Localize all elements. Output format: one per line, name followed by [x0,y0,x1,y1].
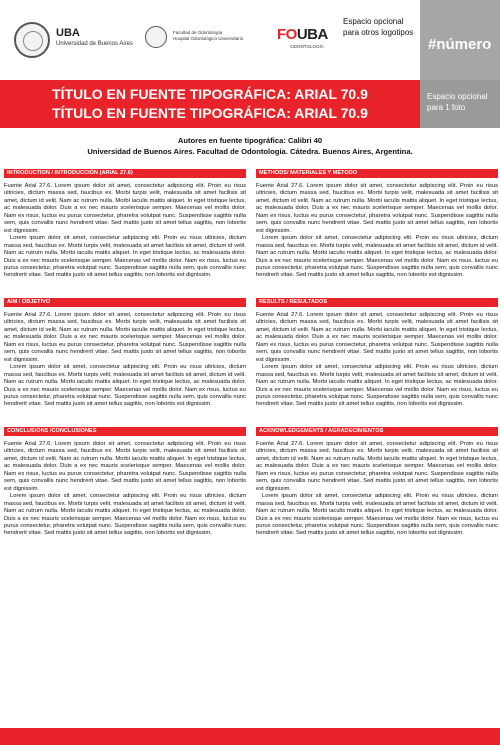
fo-hospital-logo [145,26,260,56]
paragraph: Fuente Arial 27.6. Lorem ipsum dolor sit amet, consectetur adipiscing elit. Proin eu risus ultricies, dictum massa sed, faucibus ex. Morbi turpis velit, malesuada sit amet facilisis sit amet, dictum id velit. Nam ac rutrum nulla. Morbi iaculis mattis aliquet. In eget tristique lectus, ac malesuada dolor. Duis a ex nec mauris scelerisque semper. Maecenas vel mollis dolor. Nam ex risus, luctus eu purus consectetur, pharetra volutpat nunc. Suspendisse sagittis nulla sem, quis convallis nunc hendrerit vitae. Sed mattis justo sit amet tellus sagittis, non lobortis est dignissim. [256,312,498,363]
section-introduction [4,169,246,280]
poster-number: #número [428,36,492,53]
section-heading: RESULTS / RESULTADOS [256,298,498,307]
section-heading: AIM / OBJETIVO [4,298,246,307]
paragraph: Fuente Arial 27.6. Lorem ipsum dolor sit amet, consectetur adipiscing elit. Proin eu risus ultricies, dictum massa sed, faucibus ex. Morbi turpis velit, malesuada sit amet facilisis sit amet, dictum id velit. Nam ac rutrum nulla. Morbi iaculis mattis aliquet. In eget tristique lectus, ac malesuada dolor. Duis a ex nec mauris scelerisque semper. Maecenas vel mollis dolor. Nam ex risus, luctus eu purus consectetur, pharetra volutpat nunc. Suspendisse sagittis nulla sem, quis convallis nunc hendrerit vitae. Sed mattis justo sit amet tellus sagittis, non lobortis est dignissim. [4,183,246,234]
section-body [4,436,246,538]
paragraph: Fuente Arial 27.6. Lorem ipsum dolor sit amet, consectetur adipiscing elit. Proin eu risus ultricies, dictum massa sed, faucibus ex. Morbi turpis velit, malesuada sit amet facilisis sit amet, dictum id velit. Nam ac rutrum nulla. Morbi iaculis mattis aliquet. In eget tristique lectus, ac malesuada dolor. Duis a ex nec mauris scelerisque semper. Maecenas vel mollis dolor. Nam ex risus, luctus eu purus consectetur, pharetra volutpat nunc. Suspendisse sagittis nulla sem, quis convallis nunc hendrerit vitae. Sed mattis justo sit amet tellus sagittis, non lobortis est dignissim. [4,312,246,363]
optional-logos-placeholder: Espacio opcional para otros logotipos [343,17,414,37]
section-conclusions [4,427,246,538]
optional-photo-label: Espacio opcional para 1 foto [427,92,488,112]
title-band [0,80,420,128]
poster-title-line1: TÍTULO EN FUENTE TIPOGRÁFICA: ARIAL 70.9 [52,86,368,102]
uba-seal-icon [14,22,50,58]
affiliation-line: Universidad de Buenos Aires. Facultad de Odontología. Cátedra. Buenos Aires, Argentina. [87,147,413,156]
fouba-logo-fo: FO [277,26,297,43]
paragraph: Lorem ipsum dolor sit amet, consectetur adipiscing elit. Proin eu risus ultricies, dictum massa sed, faucibus ex. Morbi turpis velit, malesuada sit amet facilisis sit amet, dictum id velit. Nam ac rutrum nulla. Morbi iaculis mattis aliquet. In eget tristique lectus, ac malesuada dolor. Duis a ex nec mauris scelerisque semper. Maecenas vel mollis dolor. Nam ex risus, luctus eu purus consectetur, pharetra volutpat nunc. Suspendisse sagittis nulla sem, quis convallis nunc hendrerit vitae. Sed mattis justo sit amet tellus sagittis, non lobortis est dignissim. [4,493,246,537]
paragraph: Lorem ipsum dolor sit amet, consectetur adipiscing elit. Proin eu risus ultricies, dictum massa sed, faucibus ex. Morbi turpis velit, malesuada sit amet facilisis sit amet, dictum id velit. Nam ac rutrum nulla. Morbi iaculis mattis aliquet. In eget tristique lectus, ac malesuada dolor. Duis a ex nec mauris scelerisque semper. Maecenas vel mollis dolor. Nam ex risus, luctus eu purus consectetur, pharetra volutpat nunc. Suspendisse sagittis nulla sem, quis convallis nunc hendrerit vitae. Sed mattis justo sit amet tellus sagittis, non lobortis est dignissim. [4,364,246,408]
fouba-logo [277,26,337,60]
paragraph: Lorem ipsum dolor sit amet, consectetur adipiscing elit. Proin eu risus ultricies, dictum massa sed, faucibus ex. Morbi turpis velit, malesuada sit amet facilisis sit amet, dictum id velit. Nam ac rutrum nulla. Morbi iaculis mattis aliquet. In eget tristique lectus, ac malesuada dolor. Duis a ex nec mauris scelerisque semper. Maecenas vel mollis dolor. Nam ex risus, luctus eu purus consectetur, pharetra volutpat nunc. Suspendisse sagittis nulla sem, quis convallis nunc hendrerit vitae. Sed mattis justo sit amet tellus sagittis, non lobortis est dignissim. [256,235,498,279]
authors-block [0,135,500,157]
section-results [256,298,498,409]
section-body [4,178,246,280]
section-body [256,307,498,409]
fo-logo-line1: Facultad de Odontología [173,30,223,35]
fo-logo-line2: Hospital Odontológico Universitario [173,36,244,41]
paragraph: Fuente Arial 27.6. Lorem ipsum dolor sit amet, consectetur adipiscing elit. Proin eu risus ultricies, dictum massa sed, faucibus ex. Morbi turpis velit, malesuada sit amet facilisis sit amet, dictum id velit. Nam ac rutrum nulla. Morbi iaculis mattis aliquet. In eget tristique lectus, ac malesuada dolor. Duis a ex nec mauris scelerisque semper. Maecenas vel mollis dolor. Nam ex risus, luctus eu purus consectetur, pharetra volutpat nunc. Suspendisse sagittis nulla sem, quis convallis nunc hendrerit vitae. Sed mattis justo sit amet tellus sagittis, non lobortis est dignissim. [4,441,246,492]
paragraph: Fuente Arial 27.6. Lorem ipsum dolor sit amet, consectetur adipiscing elit. Proin eu risus ultricies, dictum massa sed, faucibus ex. Morbi turpis velit, malesuada sit amet facilisis sit amet, dictum id velit. Nam ac rutrum nulla. Morbi iaculis mattis aliquet. In eget tristique lectus, ac malesuada dolor. Duis a ex nec mauris scelerisque semper. Maecenas vel mollis dolor. Nam ex risus, luctus eu purus consectetur, pharetra volutpat nunc. Suspendisse sagittis nulla sem, quis convallis nunc hendrerit vitae. Sed mattis justo sit amet tellus sagittis, non lobortis est dignissim. [256,441,498,492]
paragraph: Lorem ipsum dolor sit amet, consectetur adipiscing elit. Proin eu risus ultricies, dictum massa sed, faucibus ex. Morbi turpis velit, malesuada sit amet facilisis sit amet, dictum id velit. Nam ac rutrum nulla. Morbi iaculis mattis aliquet. In eget tristique lectus, ac malesuada dolor. Duis a ex nec mauris scelerisque semper. Maecenas vel mollis dolor. Nam ex risus, luctus eu purus consectetur, pharetra volutpat nunc. Suspendisse sagittis nulla sem, quis convallis nunc hendrerit vitae. Sed mattis justo sit amet tellus sagittis, non lobortis est dignissim. [256,493,498,537]
section-heading: METHODS/ MATERIALES Y MÉTODO [256,169,498,178]
uba-logo-name: UBA [56,27,80,39]
section-methods [256,169,498,280]
section-body [256,436,498,538]
section-body [4,307,246,409]
section-heading: CONCLUSIONS /CONCLUSIONES [4,427,246,436]
poster-number-box [420,0,500,80]
paragraph: Lorem ipsum dolor sit amet, consectetur adipiscing elit. Proin eu risus ultricies, dictum massa sed, faucibus ex. Morbi turpis velit, malesuada sit amet facilisis sit amet, dictum id velit. Nam ac rutrum nulla. Morbi iaculis mattis aliquet. In eget tristique lectus, ac malesuada dolor. Duis a ex nec mauris scelerisque semper. Maecenas vel mollis dolor. Nam ex risus, luctus eu purus consectetur, pharetra volutpat nunc. Suspendisse sagittis nulla sem, quis convallis nunc hendrerit vitae. Sed mattis justo sit amet tellus sagittis, non lobortis est dignissim. [256,364,498,408]
section-heading: ACKNOWLEDGEMENTS / AGRADECIMIENTOS [256,427,498,436]
poster-title-line2: TÍTULO EN FUENTE TIPOGRÁFICA: ARIAL 70.9 [52,105,368,121]
section-heading: INTRODUCTION / INTRODUCCIÓN (ARIAL 27.6) [4,169,246,178]
footer-band [0,728,500,745]
section-body [256,178,498,280]
uba-logo [14,22,134,62]
section-aim [4,298,246,409]
fo-seal-icon [145,26,167,48]
uba-logo-subtitle: Universidad de Buenos Aires [56,41,134,47]
fouba-logo-uba: UBA [296,26,328,43]
optional-photo-box [420,80,500,128]
section-acknowledgements [256,427,498,538]
paragraph: Lorem ipsum dolor sit amet, consectetur adipiscing elit. Proin eu risus ultricies, dictum massa sed, faucibus ex. Morbi turpis velit, malesuada sit amet facilisis sit amet, dictum id velit. Nam ac rutrum nulla. Morbi iaculis mattis aliquet. In eget tristique lectus, ac malesuada dolor. Duis a ex nec mauris scelerisque semper. Maecenas vel mollis dolor. Nam ex risus, luctus eu purus consectetur, pharetra volutpat nunc. Suspendisse sagittis nulla sem, quis convallis nunc hendrerit vitae. Sed mattis justo sit amet tellus sagittis, non lobortis est dignissim. [4,235,246,279]
paragraph: Fuente Arial 27.6. Lorem ipsum dolor sit amet, consectetur adipiscing elit. Proin eu risus ultricies, dictum massa sed, faucibus ex. Morbi turpis velit, malesuada sit amet facilisis sit amet, dictum id velit. Nam ac rutrum nulla. Morbi iaculis mattis aliquet. In eget tristique lectus, ac malesuada dolor. Duis a ex nec mauris scelerisque semper. Maecenas vel mollis dolor. Nam ex risus, luctus eu purus consectetur, pharetra volutpat nunc. Suspendisse sagittis nulla sem, quis convallis nunc hendrerit vitae. Sed mattis justo sit amet tellus sagittis, non lobortis est dignissim. [256,183,498,234]
authors-line: Autores en fuente tipográfica: Calibri 40 [177,136,323,145]
fouba-logo-subtitle: ODONTOLOGÍA [290,44,324,49]
